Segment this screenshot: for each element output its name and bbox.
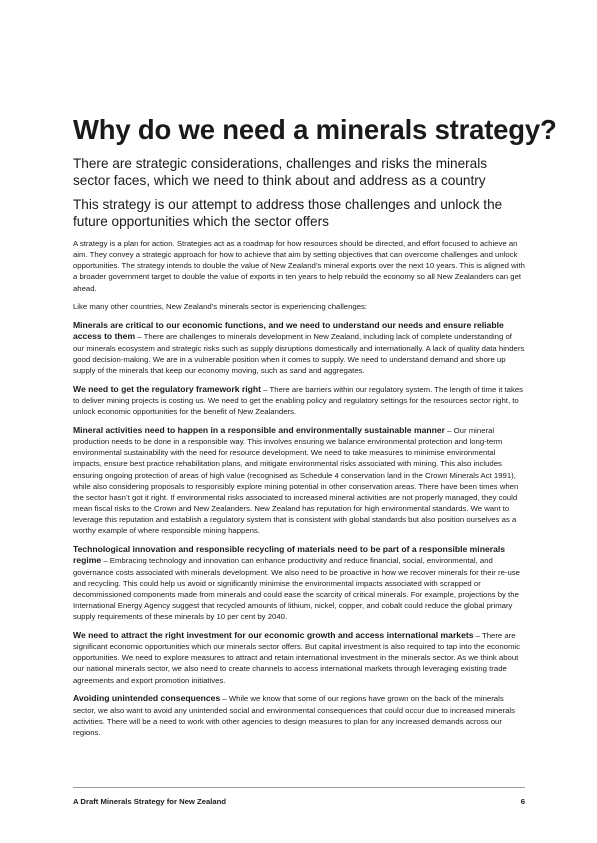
challenge-paragraph: [73, 384, 525, 417]
challenge-title: Mineral activities need to happen in a responsible and environmentally sustainable manner: [73, 424, 446, 435]
challenge-text: – While we know that some of our regions have grown on the back of the minerals sector, we also want to avoid any unintended social and environmental consequences that could occur due to increased minerals activities. There will be a need to work with other agencies to design measures to plan for any increased demands across our regions.: [73, 694, 516, 737]
challenge-paragraph: [73, 320, 525, 376]
page-heading: Why do we need a minerals strategy?: [73, 114, 557, 145]
subheading-strategy-attempt: This strategy is our attempt to address those challenges and unlock the future opportunities which the sector offers: [73, 197, 503, 229]
challenge-title: Avoiding unintended consequences: [73, 693, 221, 704]
footer-divider: [73, 787, 525, 788]
intro-paragraph: A strategy is a plan for action. Strategies act as a roadmap for how resources should be directed, and effort focused to achieve an aim. They convey a strategic approach for how to achieve that aim by setting objectives that can overcome challenges and unlock opportunities. The strategy intends to double the value of New Zealand’s mineral exports over the next 10 years. This is aligned with a broader government target to double the value of exports in ten years to help rebuild the economy so all New Zealanders can get ahead.: [73, 239, 525, 293]
challenge-title: Minerals are critical to our economic functions, and we need to understand our needs and ensure reliable access to them: [73, 320, 504, 342]
challenge-paragraph: [73, 693, 525, 738]
challenge-title: Technological innovation and responsible recycling of materials need to be part of a responsible minerals regime: [73, 544, 506, 566]
challenge-paragraph: [73, 544, 525, 622]
challenge-paragraph: [73, 630, 525, 686]
body-text: [73, 238, 525, 746]
challenge-paragraph: [73, 425, 525, 537]
challenge-text: – Embracing technology and innovation can enhance productivity and reduce financial, social, environmental, and governance costs associated with minerals development. We also need to be proactive in how we recover minerals for their re-use and recycling. This could help us avoid or significantly minimise the environmental impacts associated with scrapped or decommissioned components made from minerals and could ease the scarcity of critical minerals. For example, projections by the International Energy Agency suggest that recycled amounts of lithium, nickel, copper, and cobalt could reduce the global primary supply requirements of these minerals by 10 per cent by 2040.: [73, 556, 520, 622]
challenge-text: – There are challenges to minerals development in New Zealand, including lack of complete understanding of our minerals ecosystem and strategic risks such as supply disruptions domestically and internationally. A lack of quality data hinders good decision-making. We are in a vulnerable position when it comes to supply. We need to understand demand and shore up supply of the minerals that keep our economy moving, such as sand and aggregates.: [73, 332, 525, 375]
lead-in-paragraph: Like many other countries, New Zealand’s minerals sector is experiencing challenges:: [73, 302, 368, 312]
challenge-title: We need to attract the right investment for our economic growth and access international markets: [73, 629, 474, 640]
subheading-considerations: There are strategic considerations, challenges and risks the minerals sector faces, which we need to think about and address as a country: [73, 156, 488, 188]
challenge-text: – There are significant economic opportunities which our minerals sector offers. But capital investment is also required to tap into the economic opportunities. We need to explore measures to attract and retain international investment in the minerals sector. As we think about our national minerals sector, we also need to create channels to access international markets through leveraging existing trade agreements and export promotion initiatives.: [73, 630, 520, 685]
footer-document-title: A Draft Minerals Strategy for New Zealand: [73, 797, 227, 806]
challenge-text: – Our mineral production needs to be done in a responsible way. This involves ensuring we balance environmental protection and long-term environmental sustainability with the need for resource development. We need to take measures to minimise environmental impacts, ensure best practice rehabilitation plans, and mitigate environmental risks associated with mining. This also includes ensuring ongoing protection of areas of high value (recognised as Schedule 4 conservation land in the Crown Minerals Act 1991), while also considering proposals to responsibly explore mining potential in other conservation areas. There have been times when the sector hasn’t got it right. If environmental risks associated to increased mineral activities are not properly managed, they could mean fiscal risks to the Crown and New Zealanders. New Zealand has reputation for high environmental standards. We want to leverage this reputation and establish a regulatory system that is consistent with global standards but also position ourselves as a worthy example of where responsible mining happens.: [73, 425, 519, 536]
challenge-title: We need to get the regulatory framework right: [73, 383, 261, 394]
footer-page-number: 6: [520, 797, 525, 806]
challenge-text: – There are barriers within our regulatory system. The length of time it takes to deliver mining projects is costing us. We need to get the enabling policy and regulatory settings for the resources sector right, to unlock economic opportunities for the benefit of New Zealanders.: [73, 384, 524, 417]
